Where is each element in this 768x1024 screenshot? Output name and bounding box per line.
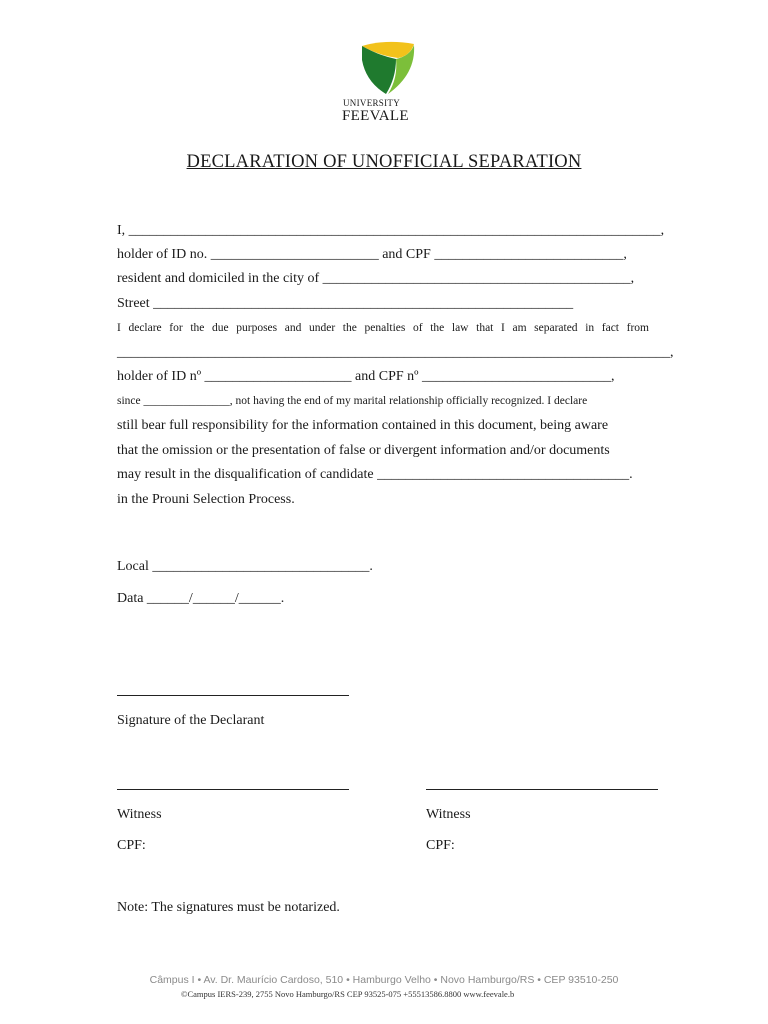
footer-address-secondary: ©Campus IERS-239, 2755 Novo Hamburgo/RS CEP 93525-075 +55513586.8800 www.feevale.b: [181, 989, 515, 999]
witness-1-label: Witness: [117, 807, 162, 822]
declaration-line: I declare for the due purposes and under the penalties of the law that I am separated in fact from: [117, 322, 649, 334]
partner-id-cpf-line: holder of ID nº _____________________ and CPF nº ___________________________,: [117, 369, 615, 384]
document-title: DECLARATION OF UNOFFICIAL SEPARATION: [186, 152, 582, 172]
witness-1-cpf: CPF:: [117, 838, 146, 853]
date-line: Data ______/______/______.: [117, 591, 285, 606]
feevale-shield-icon: [360, 40, 416, 96]
notarization-note: Note: The signatures must be notarized.: [117, 900, 340, 915]
witness-1-signature-rule: [117, 789, 349, 790]
university-logo: [340, 40, 440, 130]
witness-2-cpf: CPF:: [426, 838, 455, 853]
omission-line: that the omission or the presentation of false or divergent information and/or documents: [117, 443, 610, 458]
city-line: resident and domiciled in the city of ____________________________________________,: [117, 271, 635, 286]
since-line: since _______________, not having the end of my marital relationship officially recognized. I declare: [117, 395, 588, 407]
declarant-signature-label: Signature of the Declarant: [117, 713, 265, 728]
declarant-signature-rule: [117, 695, 349, 696]
partner-name-line: _______________________________________________________________________________,: [117, 345, 674, 360]
witness-2-label: Witness: [426, 807, 471, 822]
witness-2-signature-rule: [426, 789, 658, 790]
prouni-line: in the Prouni Selection Process.: [117, 492, 295, 507]
logo-university-text: UNIVERSITY: [343, 98, 400, 108]
footer-address-primary: Câmpus I • Av. Dr. Maurício Cardoso, 510 • Hamburgo Velho • Novo Hamburgo/RS • CEP 93510-250: [149, 974, 619, 986]
disqualification-line: may result in the disqualification of candidate ____________________________________.: [117, 467, 633, 482]
street-line: Street ____________________________________________________________: [117, 296, 574, 311]
id-cpf-line: holder of ID no. ________________________ and CPF ___________________________,: [117, 247, 627, 262]
logo-feevale-text: FEEVALE: [342, 108, 409, 124]
local-line: Local _______________________________.: [117, 559, 373, 574]
responsibility-line: still bear full responsibility for the information contained in this document, being aware: [117, 418, 609, 433]
name-line: I, ____________________________________________________________________________,: [117, 223, 665, 238]
